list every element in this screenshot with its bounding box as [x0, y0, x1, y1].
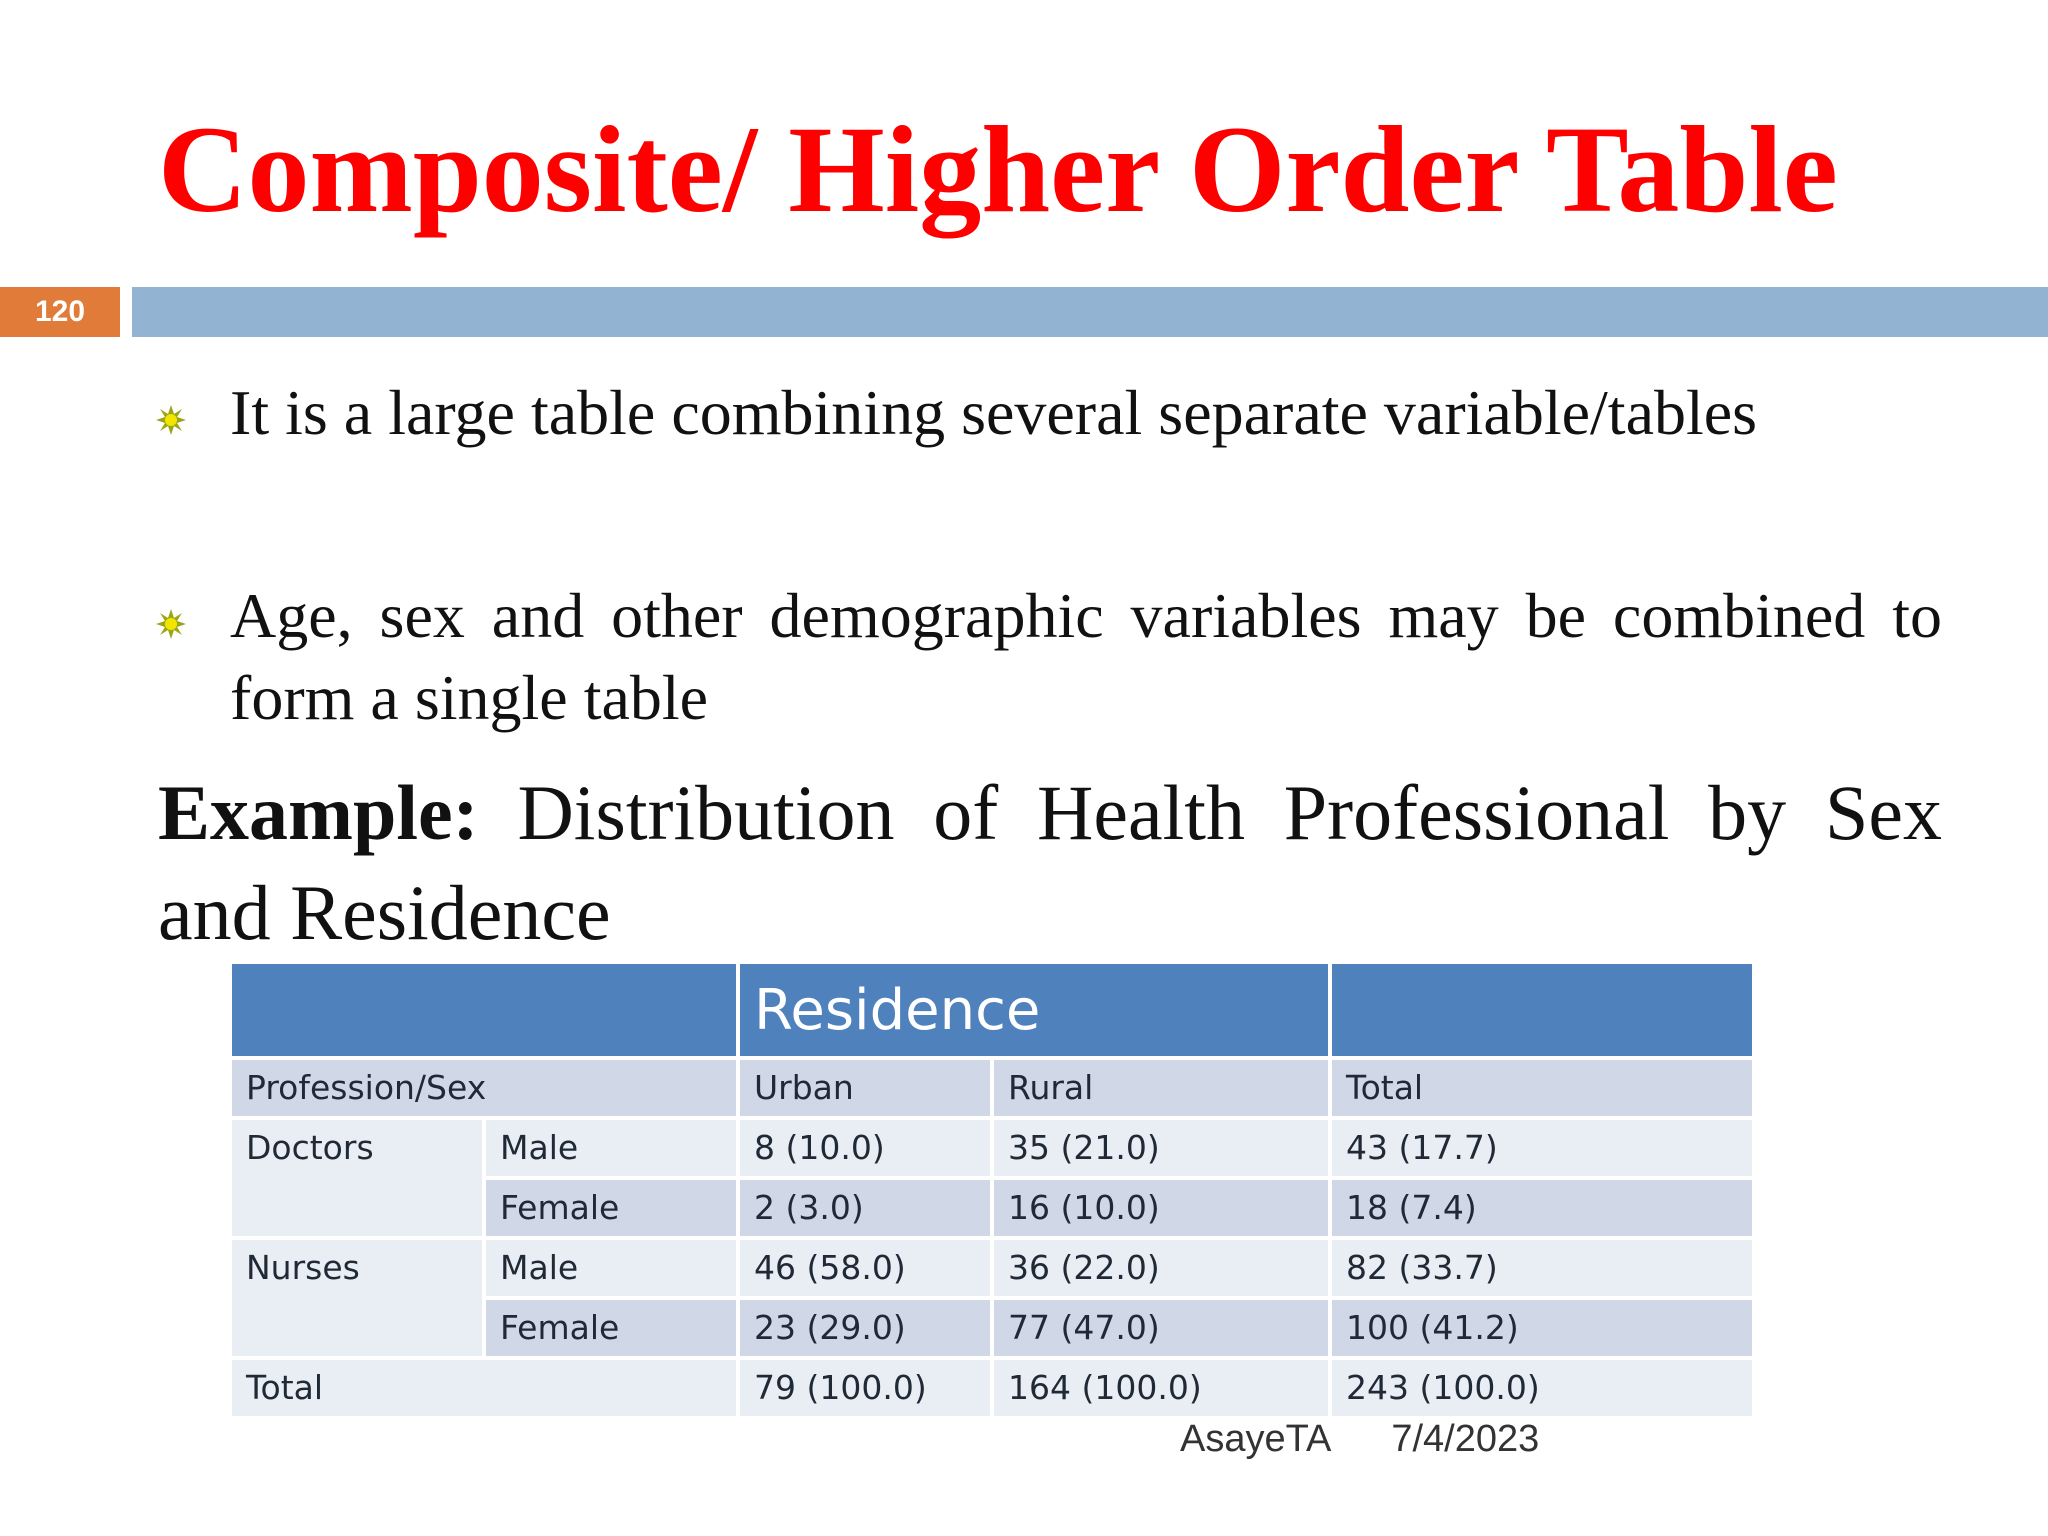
row-sex-label: Male	[484, 1118, 738, 1178]
cell-rural: 36 (22.0)	[992, 1238, 1330, 1298]
table-row	[230, 1118, 1754, 1178]
cell-rural: 164 (100.0)	[992, 1358, 1330, 1418]
cell-total: 43 (17.7)	[1330, 1118, 1754, 1178]
footer-author: AsayeTA	[1180, 1418, 1332, 1460]
cell-urban: 46 (58.0)	[738, 1238, 992, 1298]
starburst-bullet-icon	[155, 608, 187, 640]
footer-date: 7/4/2023	[1391, 1418, 1540, 1460]
bullet-text-1: It is a large table combining several separate variable/tables	[230, 377, 1758, 448]
cell-rural: 77 (47.0)	[992, 1298, 1330, 1358]
example-label: Example:	[158, 769, 479, 856]
example-caption	[158, 763, 1942, 963]
slide-number-badge: 120	[0, 287, 120, 337]
total-row-label: Total	[230, 1358, 738, 1418]
table-total-row	[230, 1358, 1754, 1418]
row-sex-label: Female	[484, 1298, 738, 1358]
row-sex-label: Male	[484, 1238, 738, 1298]
slide-title: Composite/ Higher Order Table	[158, 101, 1838, 238]
column-header-urban: Urban	[738, 1058, 992, 1118]
cell-rural: 35 (21.0)	[992, 1118, 1330, 1178]
cell-total: 243 (100.0)	[1330, 1358, 1754, 1418]
table-header-blank	[1330, 962, 1754, 1058]
table-column-header-row	[230, 1058, 1754, 1118]
column-header-profession: Profession/Sex	[230, 1058, 738, 1118]
row-sex-label: Female	[484, 1178, 738, 1238]
cell-urban: 8 (10.0)	[738, 1118, 992, 1178]
row-group-label: Doctors	[230, 1118, 484, 1238]
starburst-bullet-icon	[155, 404, 187, 436]
bullet-text-2: Age, sex and other demographic variables may be combined to form a single table	[230, 580, 1942, 733]
column-header-total: Total	[1330, 1058, 1754, 1118]
example-text: Distribution of Health Professional by Sex and Residence	[158, 769, 1942, 956]
cell-urban: 79 (100.0)	[738, 1358, 992, 1418]
cell-total: 82 (33.7)	[1330, 1238, 1754, 1298]
table-header-blank	[230, 962, 738, 1058]
data-table	[228, 960, 1756, 1420]
header-bar	[132, 287, 2048, 337]
column-header-rural: Rural	[992, 1058, 1330, 1118]
row-group-label: Nurses	[230, 1238, 484, 1358]
table-group-header-row	[230, 962, 1754, 1058]
data-table-container	[228, 960, 1752, 1428]
table-row	[230, 1238, 1754, 1298]
cell-total: 100 (41.2)	[1330, 1298, 1754, 1358]
residence-header: Residence	[738, 962, 1330, 1058]
cell-total: 18 (7.4)	[1330, 1178, 1754, 1238]
cell-rural: 16 (10.0)	[992, 1178, 1330, 1238]
cell-urban: 2 (3.0)	[738, 1178, 992, 1238]
cell-urban: 23 (29.0)	[738, 1298, 992, 1358]
